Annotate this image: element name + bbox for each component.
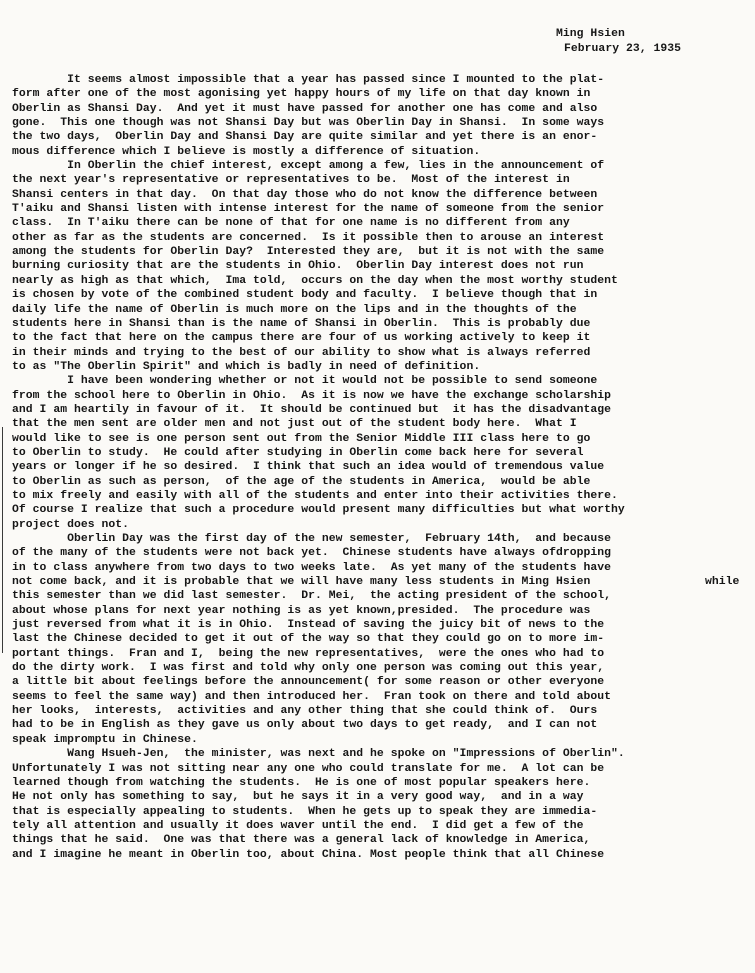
- text-line: that the men sent are older men and not just out of the student body here. What I: [12, 418, 577, 431]
- text-line: burning curiosity that are the students in Ohio. Oberlin Day interest does not run: [12, 260, 584, 273]
- text-line: about whose plans for next year nothing is as yet known,presided. The procedure was: [12, 604, 591, 617]
- text-line: to the fact that here on the campus there are four of us working actively to keep it: [12, 332, 591, 345]
- text-line: mous difference which I believe is mostly a difference of situation.: [12, 145, 481, 158]
- text-line: Of course I realize that such a procedure would present many difficulties but what worthy: [12, 504, 625, 517]
- text-line: the next year's representative or representatives to be. Most of the interest in: [12, 174, 570, 187]
- text-line: from the school here to Oberlin in Ohio. As it is now we have the exchange scholarship: [12, 389, 612, 402]
- text-line: seems to feel the same way) and then introduced her. Fran took on there and told about: [12, 690, 612, 703]
- text-line: class. In T'aiku there can be none of that for one name is no different from any: [12, 217, 570, 230]
- text-line: Oberlin as Shansi Day. And yet it must have passed for another one has come and also: [12, 102, 598, 115]
- text-line: and I imagine he meant in Oberlin too, about China. Most people think that all Chinese: [12, 848, 605, 861]
- text-line: the two days, Oberlin Day and Shansi Day are quite similar and yet there is an enor-: [12, 131, 598, 144]
- text-line: in their minds and trying to the best of our ability to show what is always referred: [12, 346, 591, 359]
- text-line: Shansi centers in that day. On that day those who do not know the difference between: [12, 188, 598, 201]
- text-line: not come back, and it is probable that we will have many less students in Ming Hsien: [12, 576, 591, 589]
- paragraph-2: [12, 159, 747, 374]
- text-line: this semester than we did last semester. Dr. Mei, the acting president of the school,: [12, 590, 612, 603]
- paragraph-4: [12, 532, 747, 747]
- text-line: among the students for Oberlin Day? Interested they are, but it is not with the same: [12, 246, 605, 259]
- text-line: Wang Hsueh-Jen, the minister, was next and he spoke on "Impressions of Oberlin".: [12, 748, 625, 761]
- header-place: Ming Hsien: [556, 28, 625, 40]
- text-line: and I am heartily in favour of it. It should be continued but it has the disadvantage: [12, 403, 612, 416]
- paragraph-3: [12, 374, 747, 532]
- paragraph-5: [12, 747, 747, 862]
- text-line: things that he said. One was that there was a general lack of knowledge in America,: [12, 834, 591, 847]
- text-line: tely all attention and usually it does waver until the end. I did get a few of the: [12, 819, 584, 832]
- text-line: T'aiku and Shansi listen with intense interest for the name of someone from the senior: [12, 203, 605, 216]
- text-line: had to be in English as they gave us only about two days to get ready, and I can not: [12, 719, 598, 732]
- text-line: a little bit about feelings before the announcement( for some reason or other everyone: [12, 676, 605, 689]
- text-line: do the dirty work. I was first and told why only one person was coming out this year,: [12, 662, 605, 675]
- text-line: that is especially appealing to students. When he gets up to speak they are immedia-: [12, 805, 598, 818]
- text-line: Unfortunately I was not sitting near any one who could translate for me. A lot can be: [12, 762, 605, 775]
- text-line: In Oberlin the chief interest, except among a few, lies in the announcement of: [12, 160, 605, 173]
- text-line: He not only has something to say, but he says it in a very good way, and in a way: [12, 791, 584, 804]
- text-line: to mix freely and easily with all of the students and enter into their activities there.: [12, 489, 618, 502]
- text-line: form after one of the most agonising yet happy hours of my life on that day known in: [12, 88, 591, 101]
- text-line: to Oberlin to study. He could after studying in Oberlin come back here for several: [12, 446, 584, 459]
- text-line: speak impromptu in Chinese.: [12, 733, 198, 746]
- text-line: daily life the name of Oberlin is much more on the lips and in the thoughts of the: [12, 303, 577, 316]
- text-line: last the Chinese decided to get it out of the way so that they could go on to more im-: [12, 633, 605, 646]
- text-line: to Oberlin as such as person, of the age of the students in America, would be able: [12, 475, 591, 488]
- text-line: Oberlin Day was the first day of the new semester, February 14th, and because: [12, 533, 612, 545]
- text-line: would like to see is one person sent out from the Senior Middle III class here to go: [12, 432, 591, 445]
- letter-header: [556, 27, 681, 57]
- text-line: portant things. Fran and I, being the new representatives, were the ones who had to: [12, 647, 605, 660]
- text-line: learned though from watching the students. He is one of most popular speakers here.: [12, 776, 591, 789]
- paragraph-1: [12, 73, 747, 159]
- text-line: of the many of the students were not back yet. Chinese students have always ofdropping: [12, 547, 612, 560]
- text-line: to as "The Oberlin Spirit" and which is badly in need of definition.: [12, 360, 481, 373]
- text-line: project does not.: [12, 518, 130, 531]
- text-line: years or longer if he so desired. I think that such an idea would of tremendous value: [12, 461, 605, 474]
- text-line: her looks, interests, activities and any other thing that she could think of. Ours: [12, 705, 598, 718]
- text-line: other as far as the students are concerned. Is it possible then to arouse an interest: [12, 231, 605, 244]
- margin-note: while: [705, 576, 740, 588]
- text-line: just reversed from what it is in Ohio. Instead of saving the juicy bit of news to the: [12, 619, 605, 632]
- text-line: I have been wondering whether or not it would not be possible to send someone: [12, 375, 598, 388]
- letter-body: [12, 73, 747, 862]
- text-line: in to class anywhere from two days to two weeks late. As yet many of the students have: [12, 561, 612, 574]
- text-line: is chosen by vote of the combined student body and faculty. I believe though that in: [12, 289, 598, 302]
- text-line: nearly as high as that which, Ima told, occurs on the day when the most worthy student: [12, 274, 618, 287]
- text-line: It seems almost impossible that a year has passed since I mounted to the plat-: [12, 74, 605, 86]
- header-date: February 23, 1935: [564, 43, 682, 55]
- text-line: gone. This one though was not Shansi Day but was Oberlin Day in Shansi. In some ways: [12, 117, 605, 130]
- margin-line-mark: [2, 427, 3, 653]
- text-line: students here in Shansi than is the name of Shansi in Oberlin. This is probably due: [12, 317, 591, 330]
